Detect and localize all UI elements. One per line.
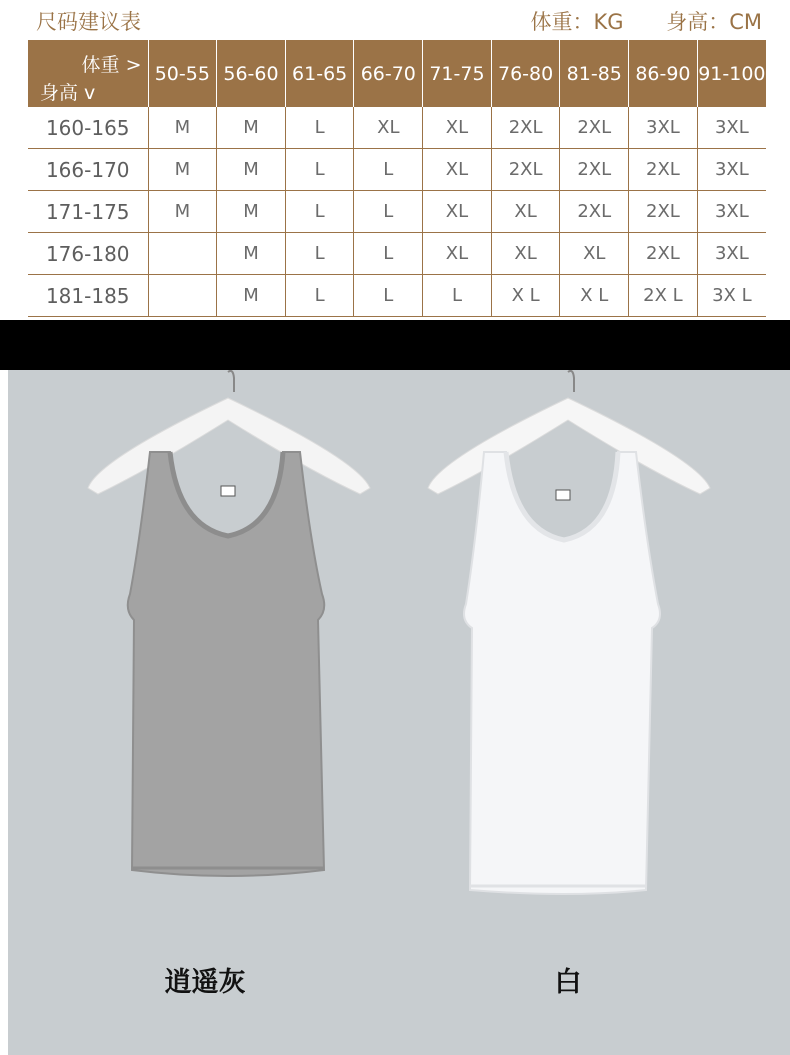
size-cell: XL [423, 191, 492, 233]
size-cell: L [354, 275, 423, 317]
size-cell: 3XL [629, 107, 698, 149]
size-chart-title: 尺码建议表 [36, 10, 141, 34]
black-divider-band [0, 320, 790, 370]
size-cell: 2XL [491, 107, 560, 149]
weight-column-header: 61-65 [285, 40, 354, 107]
white-tank-top-image [418, 370, 728, 910]
weight-column-header: 56-60 [217, 40, 286, 107]
table-row [28, 191, 766, 233]
size-cell: M [148, 149, 217, 191]
weight-column-header: 76-80 [491, 40, 560, 107]
height-cell: 160-165 [28, 107, 148, 149]
table-row [28, 275, 766, 317]
size-cell: 2XL [560, 149, 629, 191]
size-cell: M [217, 107, 286, 149]
size-cell: M [148, 191, 217, 233]
product-photo [8, 370, 790, 1055]
weight-column-header: 66-70 [354, 40, 423, 107]
table-row [28, 233, 766, 275]
size-cell: 2X L [629, 275, 698, 317]
size-chart-table [28, 40, 766, 317]
height-unit-label: 身高：CM [666, 10, 762, 34]
height-cell: 176-180 [28, 233, 148, 275]
size-cell: XL [560, 233, 629, 275]
table-row [28, 149, 766, 191]
size-cell: XL [491, 233, 560, 275]
size-cell: XL [423, 107, 492, 149]
size-cell: L [285, 233, 354, 275]
size-cell: 3X L [697, 275, 766, 317]
size-cell: XL [354, 107, 423, 149]
size-cell: M [217, 275, 286, 317]
color-label-white: 白 [554, 967, 582, 998]
table-header-row [28, 40, 766, 107]
size-cell: 3XL [697, 233, 766, 275]
size-cell: M [217, 191, 286, 233]
height-cell: 166-170 [28, 149, 148, 191]
color-label-gray: 逍遥灰 [164, 967, 246, 998]
size-cell: L [285, 191, 354, 233]
height-cell: 171-175 [28, 191, 148, 233]
size-cell: L [285, 275, 354, 317]
size-cell: M [148, 107, 217, 149]
size-cell: L [354, 149, 423, 191]
size-cell: M [217, 149, 286, 191]
weight-column-header: 86-90 [629, 40, 698, 107]
size-cell: 3XL [697, 191, 766, 233]
size-cell: 2XL [629, 233, 698, 275]
weight-column-header: 71-75 [423, 40, 492, 107]
weight-column-header: 50-55 [148, 40, 217, 107]
size-cell: 2XL [629, 191, 698, 233]
size-cell: L [423, 275, 492, 317]
gray-tank-top-image [78, 370, 388, 910]
table-corner-cell [28, 40, 148, 107]
table-row [28, 107, 766, 149]
weight-column-header: 81-85 [560, 40, 629, 107]
size-cell: X L [560, 275, 629, 317]
size-cell: 2XL [560, 107, 629, 149]
size-cell: XL [423, 233, 492, 275]
size-cell [148, 275, 217, 317]
size-cell: 2XL [629, 149, 698, 191]
size-chart-header [0, 0, 790, 38]
size-cell: 3XL [697, 107, 766, 149]
size-cell: L [285, 149, 354, 191]
gray-shirt-fill [128, 452, 325, 876]
size-cell: XL [423, 149, 492, 191]
size-cell: M [217, 233, 286, 275]
size-cell: 2XL [491, 149, 560, 191]
size-cell: L [285, 107, 354, 149]
size-cell: XL [491, 191, 560, 233]
size-cell: X L [491, 275, 560, 317]
weight-unit-label: 体重：KG [530, 10, 624, 34]
size-cell: L [354, 191, 423, 233]
size-cell [148, 233, 217, 275]
unit-legend [494, 6, 762, 36]
white-shirt-fill [464, 452, 660, 894]
height-cell: 181-185 [28, 275, 148, 317]
size-cell: 3XL [697, 149, 766, 191]
size-cell: L [354, 233, 423, 275]
weight-axis-label: 体重 > [81, 54, 142, 76]
size-cell: 2XL [560, 191, 629, 233]
weight-column-header: 91-100 [697, 40, 766, 107]
height-axis-label: 身高 v [40, 82, 96, 104]
